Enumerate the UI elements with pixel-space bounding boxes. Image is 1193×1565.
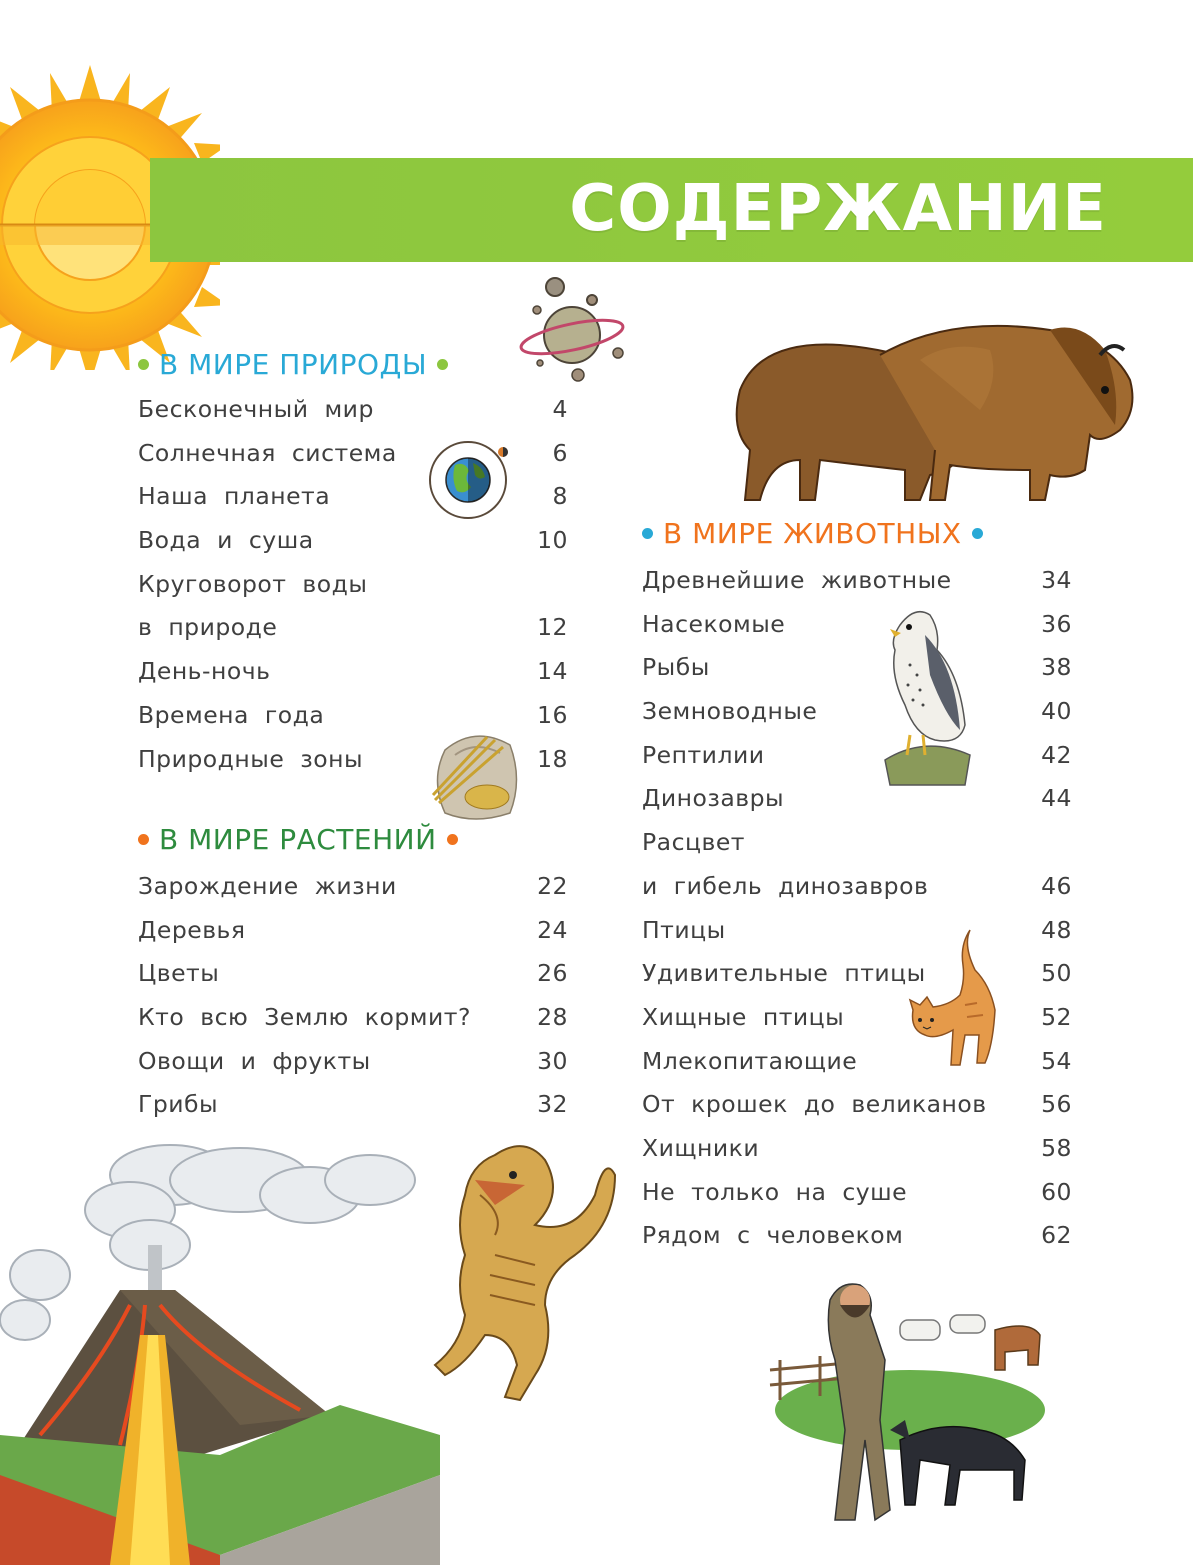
toc-entry[interactable]: в природе 12: [138, 613, 568, 642]
toc-entry[interactable]: Деревья 24: [138, 915, 568, 944]
toc-entry[interactable]: Наша планета 8: [138, 482, 568, 511]
bullet-dot: [447, 834, 458, 845]
page-title: СОДЕРЖАНИЕ: [569, 172, 1107, 246]
toc-entry[interactable]: Земноводные 40: [642, 697, 1072, 726]
earth-orbit-illustration: [425, 435, 520, 525]
toc-entry[interactable]: и гибель динозавров 46: [642, 871, 1072, 900]
bullet-dot: [642, 528, 653, 539]
toc-entry[interactable]: Рядом с человеком 62: [642, 1221, 1072, 1250]
toc-entry[interactable]: Древнейшие животные 34: [642, 566, 1072, 594]
toc-entry[interactable]: От крошек до великанов 56: [642, 1090, 1072, 1119]
farm-illustration: [760, 1260, 1045, 1560]
bullet-dot: [437, 359, 448, 370]
section-heading-plants: [138, 823, 458, 856]
toc-entry[interactable]: Рыбы 38: [642, 653, 1072, 682]
toc-entry[interactable]: Вода и суша 10: [138, 526, 568, 555]
toc-entry[interactable]: Удивительные птицы 50: [642, 959, 1072, 988]
toc-entry[interactable]: Птицы 48: [642, 915, 1072, 944]
toc-list-animals: [642, 559, 1072, 1258]
bullet-dot: [138, 359, 149, 370]
toc-entry[interactable]: Зарождение жизни 22: [138, 872, 568, 900]
toc-entry[interactable]: Круговорот воды: [138, 569, 368, 598]
bullet-dot: [972, 528, 983, 539]
toc-entry[interactable]: Насекомые 36: [642, 609, 1072, 638]
grain-sack-illustration: [425, 725, 525, 825]
toc-entry[interactable]: Расцвет: [642, 828, 745, 857]
toc-entry[interactable]: Млекопитающие 54: [642, 1046, 1072, 1075]
toc-entry[interactable]: Не только на суше 60: [642, 1177, 1072, 1206]
section-heading-text: В МИРЕ РАСТЕНИЙ: [159, 823, 437, 856]
title-banner: [150, 158, 1193, 262]
toc-list-plants: [138, 865, 568, 1127]
section-heading-text: В МИРЕ ПРИРОДЫ: [159, 348, 428, 381]
section-heading-animals: [642, 517, 983, 550]
falcon-illustration: [875, 605, 980, 790]
toc-entry[interactable]: Рептилии 42: [642, 740, 1072, 769]
toc-entry[interactable]: Бесконечный мир 4: [138, 395, 568, 423]
toc-entry[interactable]: День-ночь 14: [138, 657, 568, 686]
toc-entry[interactable]: Цветы 26: [138, 959, 568, 988]
bullet-dot: [138, 834, 149, 845]
toc-entry[interactable]: Солнечная система 6: [138, 438, 568, 467]
toc-entry[interactable]: Хищники 58: [642, 1133, 1072, 1162]
toc-entry[interactable]: Динозавры 44: [642, 784, 1072, 813]
cat-illustration: [905, 925, 1020, 1070]
dinosaur-illustration: [425, 1135, 630, 1410]
toc-entry[interactable]: Кто всю Землю кормит? 28: [138, 1003, 568, 1032]
planet-illustration: [515, 275, 630, 385]
toc-entry[interactable]: Природные зоны 18: [138, 744, 568, 773]
toc-entry[interactable]: Овощи и фрукты 30: [138, 1046, 568, 1075]
section-heading-nature: [138, 348, 448, 381]
toc-entry[interactable]: Времена года 16: [138, 700, 568, 729]
section-heading-text: В МИРЕ ЖИВОТНЫХ: [663, 517, 962, 550]
volcano-illustration: [0, 1135, 440, 1565]
toc-entry[interactable]: Хищные птицы 52: [642, 1002, 1072, 1031]
toc-entry[interactable]: Грибы 32: [138, 1090, 568, 1119]
bison-illustration: [720, 300, 1140, 505]
